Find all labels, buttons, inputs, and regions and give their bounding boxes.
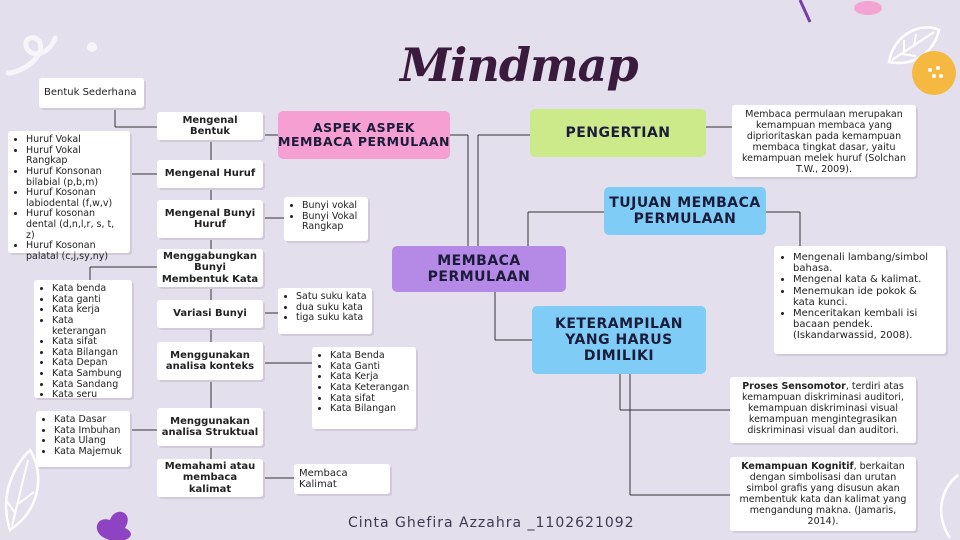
list-item: • Kata sifat — [52, 337, 127, 348]
list-item: • Huruf Kosonan labiodental (f,w,v) — [26, 188, 125, 209]
list-item: • Bunyi vokal — [302, 201, 363, 212]
list-item: • Kata Bilangan — [330, 404, 411, 415]
list-item: • Huruf Kosonan palatal (c,j,sy,ny) — [26, 241, 125, 262]
list-item: • Kata ganti — [52, 295, 127, 306]
detail-suku-kata — [278, 288, 372, 334]
page-title: Mindmap — [400, 38, 638, 92]
aspek-item-memahami-kalimat: Memahami atau membaca kalimat — [157, 459, 263, 497]
list-item: • Mengenal kata & kalimat. — [793, 274, 940, 285]
list-item: • Kata benda — [52, 284, 127, 295]
list-item: • Kata keterangan — [52, 316, 127, 337]
detail-analisa-konteks — [312, 347, 416, 429]
pengertian-description — [732, 105, 916, 177]
aspek-heading: ASPEK ASPEK MEMBACA PERMULAAN — [278, 111, 450, 159]
sensomotor-description — [730, 377, 916, 443]
list-item: • Kata Sambung — [52, 369, 127, 380]
detail-list — [289, 201, 363, 233]
list-item: • Kata Ulang — [54, 436, 125, 447]
list-item: • Kata sifat — [330, 394, 411, 405]
detail-list — [283, 292, 367, 324]
tujuan-heading: TUJUAN MEMBACA PERMULAAN — [604, 187, 766, 235]
list-item: • Huruf Vokal Rangkap — [26, 146, 125, 167]
list-item: • Mengenali lambang/simbol bahasa. — [793, 252, 940, 274]
detail-text: Bentuk Sederhana — [44, 87, 137, 99]
tujuan-list — [780, 252, 940, 342]
list-item: • Kata seru — [52, 390, 127, 401]
detail-bentuk-sederhana — [39, 78, 144, 108]
sensomotor-text: , terdiri atas kemampuan diskriminasi auditori, kemampuan diskriminasi visual kemampuan mengintegrasikan diskriminasi visual dan auditori. — [742, 381, 904, 436]
kognitif-term: Kemampuan Kognitif — [741, 461, 854, 472]
detail-membaca-kalimat — [294, 464, 390, 494]
detail-text: Membaca Kalimat — [299, 467, 348, 490]
aspek-item-mengenal-bunyi-huruf: Mengenal Bunyi Huruf — [157, 200, 263, 238]
list-item: • Kata Ganti — [330, 362, 411, 373]
aspek-item-analisa-konteks: Menggunakan analisa konteks — [157, 342, 263, 380]
detail-list — [39, 284, 127, 401]
detail-list — [41, 415, 125, 458]
detail-bunyi-huruf — [284, 197, 368, 241]
list-item: • Bunyi Vokal Rangkap — [302, 212, 363, 233]
pengertian-heading: PENGERTIAN — [530, 109, 706, 157]
list-item: • Huruf Vokal — [26, 135, 125, 146]
list-item: • Kata Bilangan — [52, 348, 127, 359]
list-item: • Menceritakan kembali isi bacaan pendek. (Iskandarwassid, 2008). — [793, 308, 940, 342]
sensomotor-term: Proses Sensomotor — [742, 381, 846, 392]
list-item: • dua suku kata — [296, 303, 367, 314]
pengertian-text: Membaca permulaan merupakan kemampuan membaca yang diprioritaskan pada kemampuan membaca tingkat dasar, yaitu kemampuan melek huruf (Solchan T.W., 2009). — [742, 109, 906, 175]
list-item: • Huruf kosonan dental (d,n,l,r, s, t, z) — [26, 209, 125, 241]
aspek-item-mengenal-bentuk: Mengenal Bentuk — [157, 112, 263, 140]
list-item: • Kata Imbuhan — [54, 426, 125, 437]
aspek-item-analisa-struktual: Menggunakan analisa Struktual — [157, 408, 263, 446]
center-node: MEMBACA PERMULAAN — [392, 246, 566, 292]
keterampilan-heading: KETERAMPILAN YANG HARUS DIMILIKI — [532, 306, 706, 374]
detail-mengenal-huruf — [8, 131, 130, 262]
list-item: • Kata Sandang — [52, 380, 127, 391]
author-credit: Cinta Ghefira Azzahra _1102621092 — [348, 515, 635, 531]
list-item: • tiga suku kata — [296, 313, 367, 324]
detail-list — [317, 351, 411, 415]
list-item: • Kata Dasar — [54, 415, 125, 426]
list-item: • Kata Depan — [52, 358, 127, 369]
aspek-item-mengenal-huruf: Mengenal Huruf — [157, 160, 263, 188]
aspek-item-menggabungkan-bunyi: Menggabungkan Bunyi Membentuk Kata — [157, 249, 263, 287]
list-item: • Menemukan ide pokok & kata kunci. — [793, 286, 940, 308]
list-item: • Kata Majemuk — [54, 447, 125, 458]
aspek-item-variasi-bunyi: Variasi Bunyi — [157, 300, 263, 328]
list-item: • Kata Benda — [330, 351, 411, 362]
list-item: • Kata Kerja — [330, 372, 411, 383]
detail-jenis-kata — [34, 280, 132, 401]
kognitif-text: , berkaitan dengan simbolisasi dan urutan simbol grafis yang disusun akan membentuk kata dan kalimat yang mengandung makna. (Jamaris, 2014). — [739, 461, 907, 527]
list-item: • Huruf Konsonan bilabial (p,b,m) — [26, 167, 125, 188]
detail-list — [13, 135, 125, 263]
list-item: • Kata kerja — [52, 305, 127, 316]
list-item: • Kata Keterangan — [330, 383, 411, 394]
tujuan-list-box — [774, 246, 946, 354]
list-item: • Satu suku kata — [296, 292, 367, 303]
kognitif-description — [730, 457, 916, 531]
detail-analisa-struktual — [36, 411, 130, 467]
